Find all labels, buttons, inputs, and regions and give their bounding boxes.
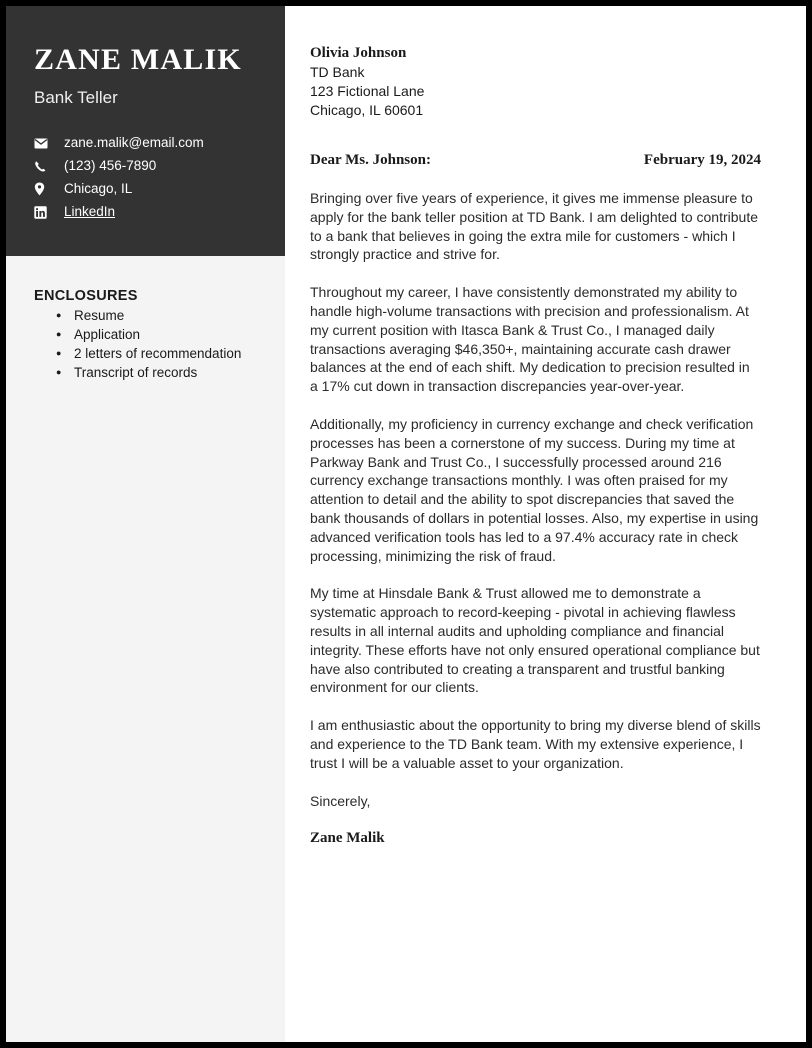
sidebar-header (6, 6, 285, 256)
list-item: ● Application (56, 325, 271, 344)
list-item: ● 2 letters of recommendation (56, 344, 271, 363)
recipient-city-state-zip: Chicago, IL 60601 (310, 102, 424, 118)
sidebar (6, 6, 285, 1042)
contact-list (34, 134, 263, 222)
cover-letter-page (6, 6, 806, 1042)
candidate-name: ZANE MALIK (34, 43, 242, 76)
letter-date: February 19, 2024 (643, 152, 761, 168)
signature-name: Zane Malik (310, 830, 385, 847)
enclosures-section (6, 256, 285, 382)
enclosures-list (34, 306, 271, 382)
location-pin-icon (34, 182, 54, 196)
salutation: Dear Ms. Johnson: (310, 152, 431, 168)
letter-paragraph: My time at Hinsdale Bank & Trust allowed me to demonstrate a systematic approach to record-keeping - pivotal in achieving flawless results in all internal audits and upholding compliance and financial integrity. These efforts have not only ensured operational compliance but have also contributed to creating a transparent and trustful banking environment for our clients. (310, 585, 760, 696)
linkedin-icon (34, 206, 54, 219)
recipient-company: TD Bank (310, 64, 365, 80)
recipient-street: 123 Fictional Lane (310, 83, 425, 99)
phone-icon (34, 160, 54, 173)
contact-item-email (34, 134, 263, 153)
letter-paragraph: Bringing over five years of experience, it gives me immense pleasure to apply for the bank teller position at TD Bank. I am delighted to contribute to a bank that believes in going the extra mile for customers - which I strongly practice and strive for. (310, 190, 758, 263)
letter-paragraphs (310, 189, 761, 773)
enclosures-heading: ENCLOSURES (34, 288, 138, 304)
recipient-name: Olivia Johnson (310, 45, 407, 61)
salutation-row (310, 151, 761, 170)
contact-item-phone (34, 157, 263, 176)
contact-item-linkedin[interactable] (34, 203, 263, 222)
envelope-icon (34, 138, 54, 149)
contact-location-text: Chicago, IL (64, 181, 133, 197)
contact-linkedin-link[interactable]: LinkedIn (64, 204, 116, 220)
candidate-job-title: Bank Teller (34, 87, 118, 107)
recipient-address-block (310, 44, 761, 120)
list-item: ● Transcript of records (56, 363, 271, 382)
contact-phone-text: (123) 456-7890 (64, 158, 157, 174)
contact-item-location (34, 180, 263, 199)
letter-paragraph: Throughout my career, I have consistently demonstrated my ability to handle high-volume transactions with precision and professionalism. At my current position with Itasca Bank & Trust Co., I managed daily transactions averaging $46,350+, maintaining accurate cash drawer balances at the end of each shift. My dedication to precision resulted in a 17% cut down in transaction discrepancies year-over-year. (310, 284, 750, 395)
letter-paragraph: I am enthusiastic about the opportunity to bring my diverse blend of skills and experience to the TD Bank team. With my extensive experience, I trust I will be a valuable asset to your organization. (310, 717, 761, 771)
letter-body (285, 6, 806, 1042)
list-item: ● Resume (56, 306, 271, 325)
closing-line: Sincerely, (310, 792, 371, 809)
letter-paragraph: Additionally, my proficiency in currency exchange and check verification processes has been a cornerstone of my success. During my time at Parkway Bank and Trust Co., I successfully processed around 216 currency exchange transactions monthly. I was often praised for my attention to detail and the ability to spot discrepancies that saved the bank thousands of dollars in potential losses. Also, my expertise in using advanced verification tools has led to a 97.4% accuracy rate in check processing, minimizing the risk of fraud. (310, 415, 759, 564)
contact-email-text: zane.malik@email.com (64, 135, 204, 151)
